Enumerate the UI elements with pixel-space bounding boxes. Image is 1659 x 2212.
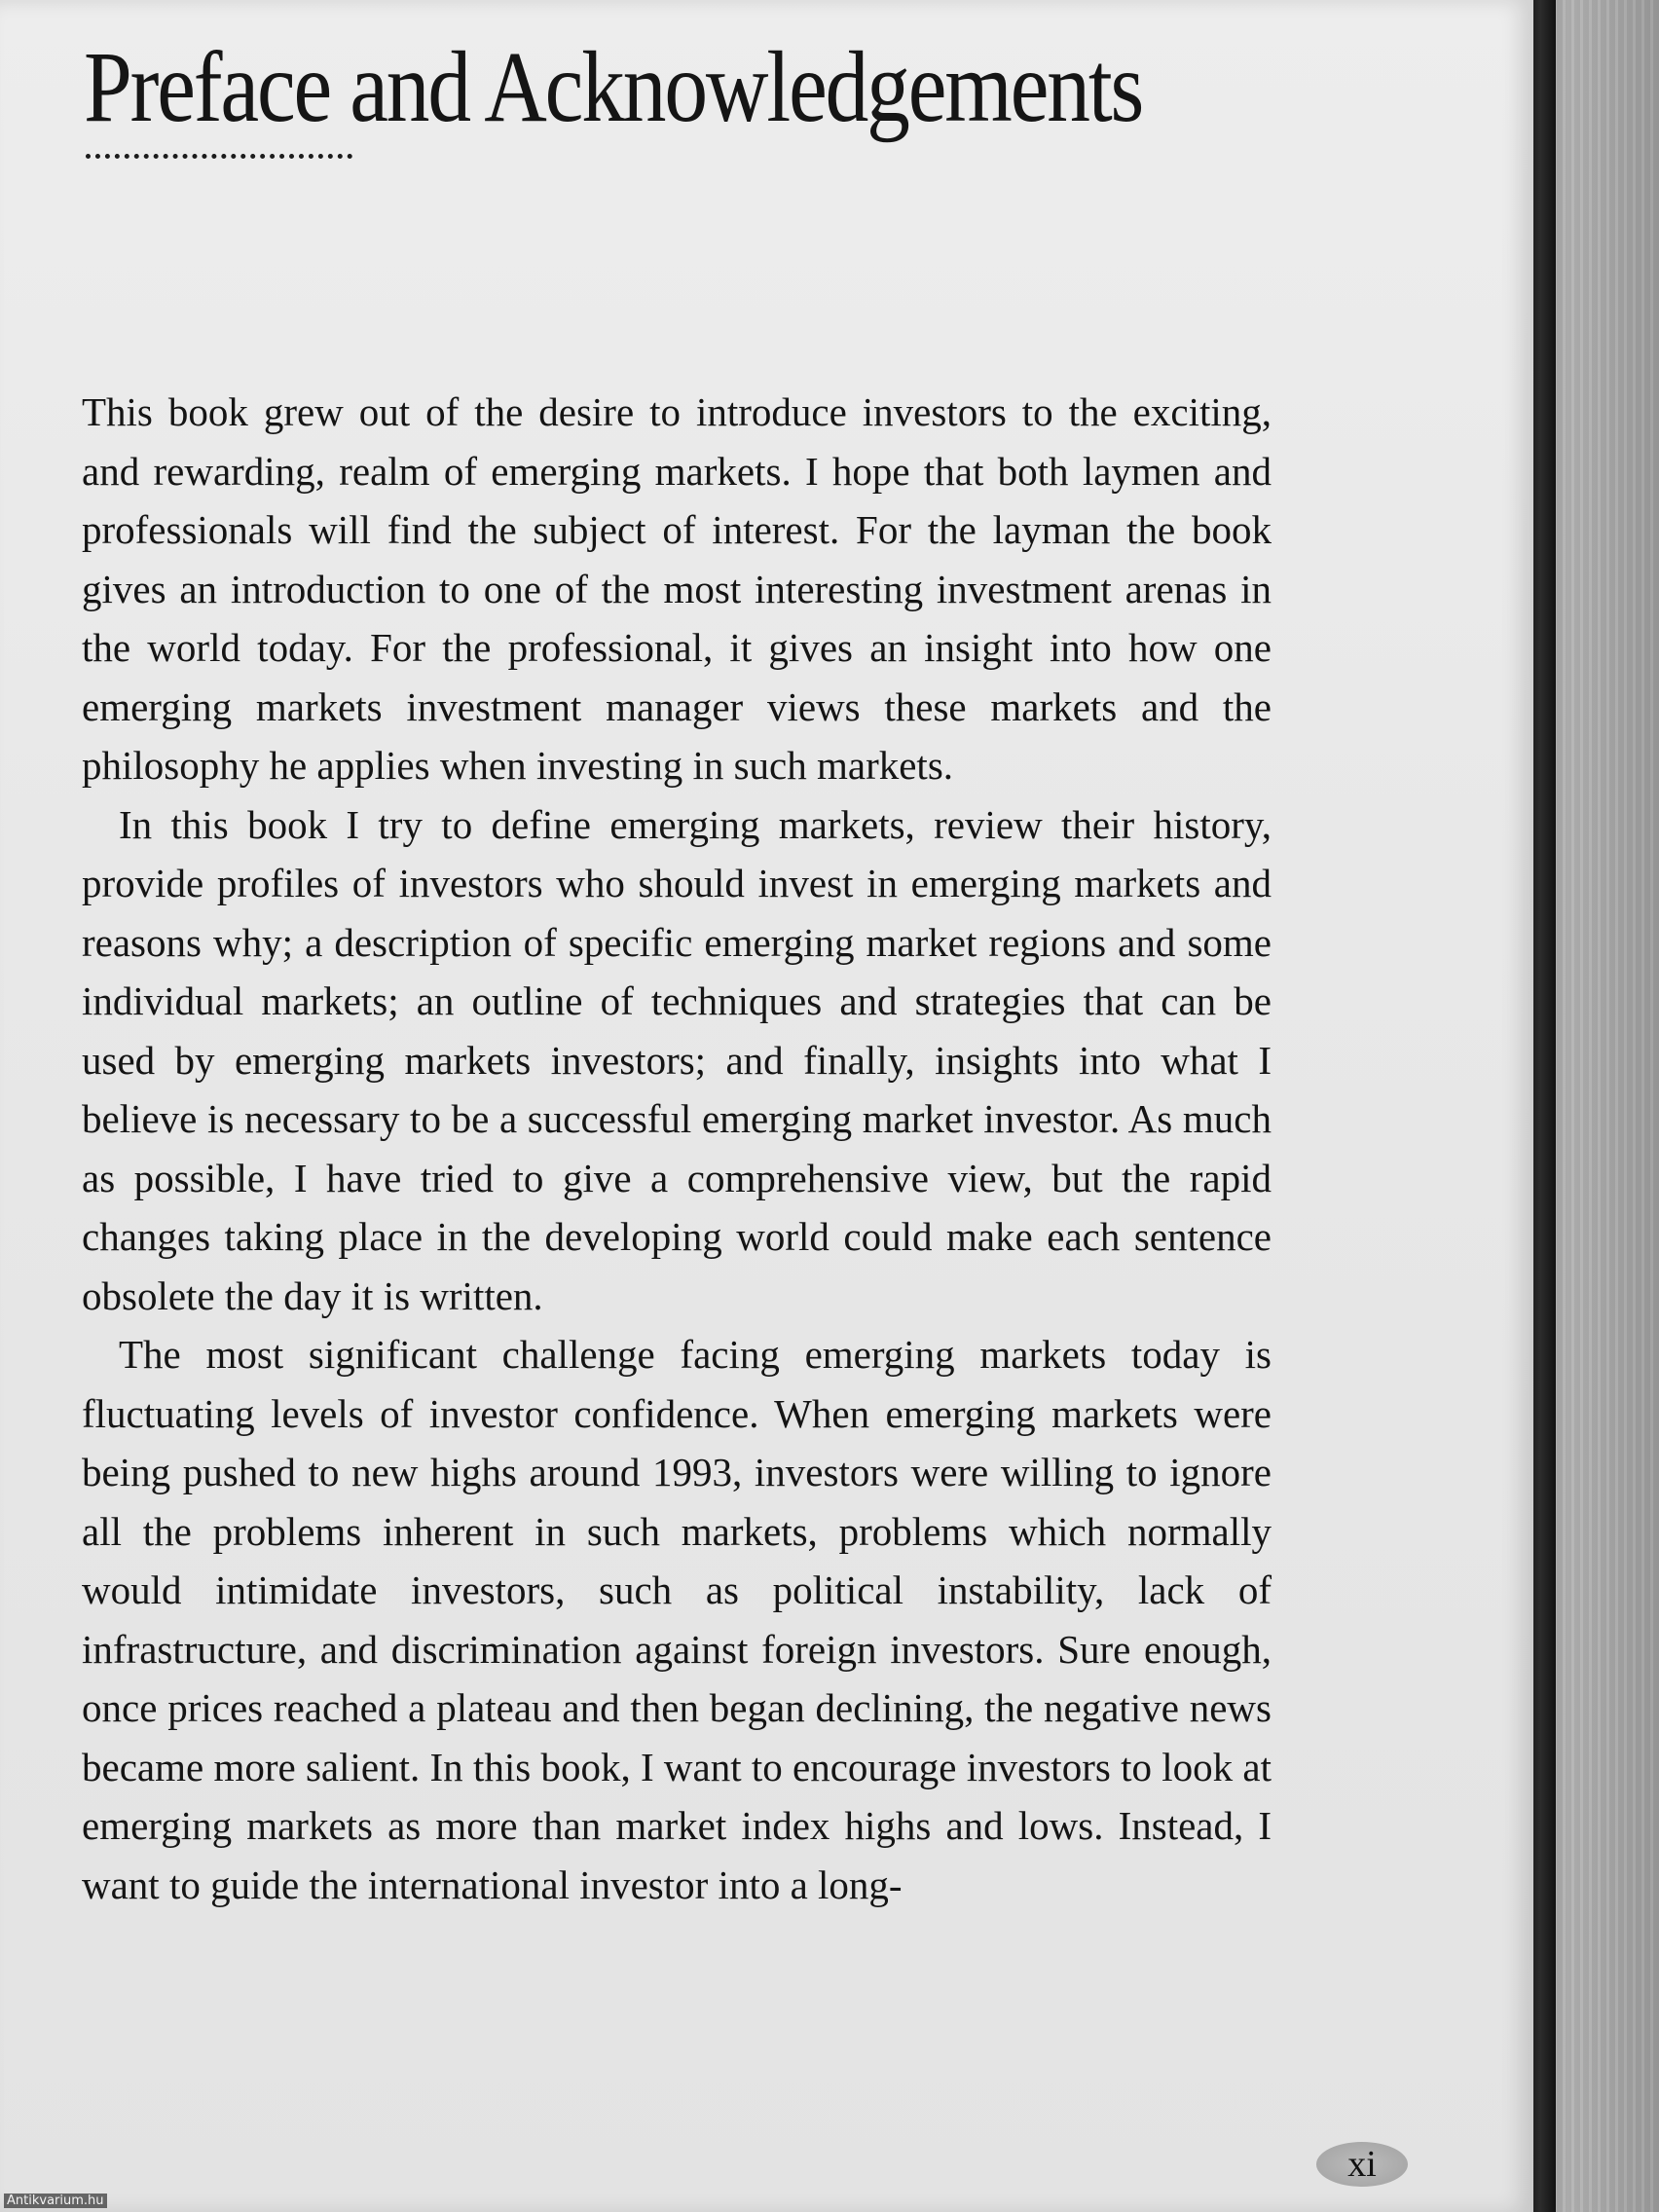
page-title: Preface and Acknowledgements [84, 31, 1143, 143]
page-edge-shadow [1530, 0, 1556, 2212]
paragraph-1: This book grew out of the desire to introduce investors to the exciting, and rewarding, realm of emerging markets. I hope that both laymen and professionals will find the subject of interest. For the layman the book gives an introduction to one of the most interesting investment arenas in the world today. For the professional, it gives an insight into how one emerging markets investment manager views these markets and the philosophy he applies when investing in such markets. [82, 389, 1272, 788]
title-dotted-rule [86, 154, 352, 159]
paragraph-3: The most significant challenge facing emerging markets today is fluctuating levels of investor confidence. When emerging markets were being pushed to new highs around 1993, investors were willing to ignore all the problems inherent in such markets, problems which normally would intimidate investors, such as political instability, lack of infrastructure, and discrimination against foreign investors. Sure enough, once prices reached a plateau and then began declining, the negative news became more salient. In this book, I want to encourage investors to look at emerging markets as more than market index highs and lows. Instead, I want to guide the international investor into a long- [82, 1332, 1272, 1907]
watermark-label: Antikvarium.hu [4, 2194, 107, 2208]
page-number: xi [1316, 2142, 1408, 2187]
body-text [82, 383, 1272, 1914]
paragraph-2: In this book I try to define emerging markets, review their history, provide profiles of investors who should invest in emerging markets and reasons why; a description of specific emerging market regions and some individual markets; an outline of techniques and strategies that can be used by emerging markets investors; and finally, insights into what I believe is necessary to be a successful emerging market investor. As much as possible, I have tried to give a comprehensive view, but the rapid changes taking place in the developing world could make each sentence obsolete the day it is written. [82, 801, 1272, 1318]
